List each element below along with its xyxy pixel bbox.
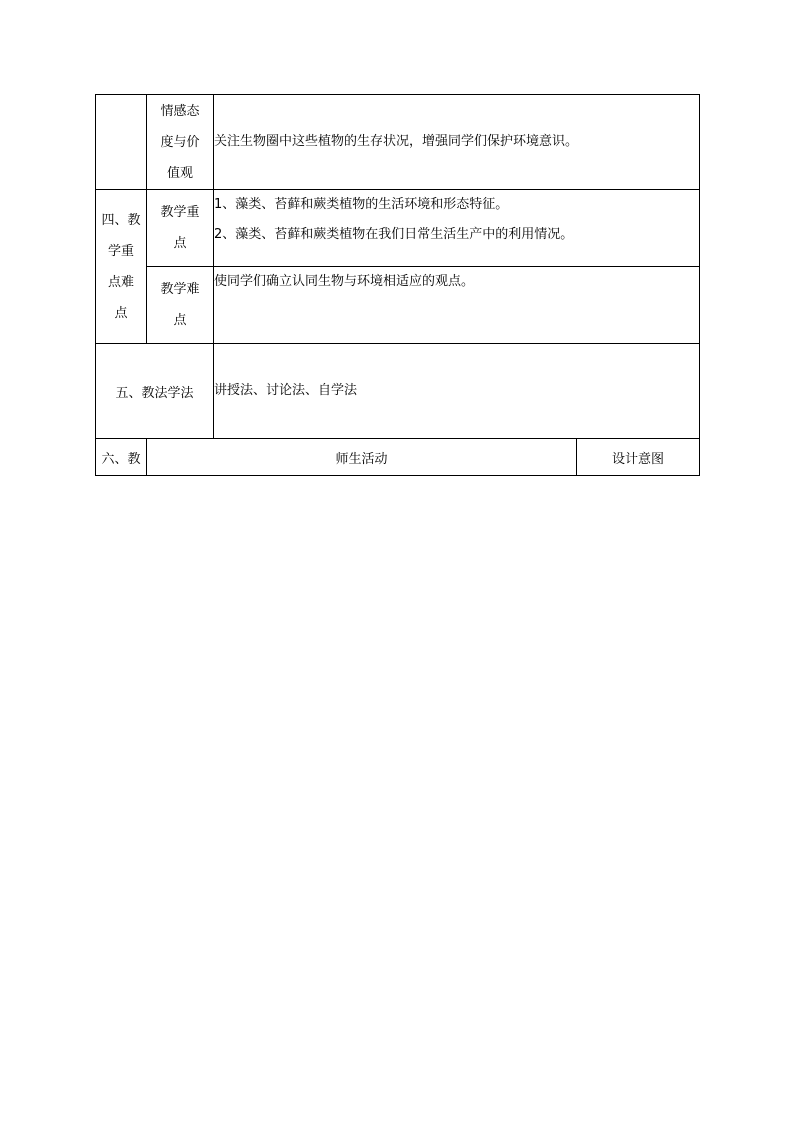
difficult-points-label-line-2: 点 bbox=[173, 313, 187, 328]
section4-label-line-2: 学重 bbox=[107, 243, 134, 259]
attitude-label-line-3: 值观 bbox=[166, 165, 193, 181]
methods-content: 讲授法、讨论法、自学法 bbox=[214, 383, 358, 398]
key-points-label-cell bbox=[147, 190, 214, 267]
attitude-content-cell bbox=[214, 95, 700, 190]
key-points-label-line-2: 点 bbox=[173, 236, 187, 251]
methods-content-cell bbox=[214, 344, 700, 439]
attitude-label-cell bbox=[147, 95, 214, 190]
section-cell-empty bbox=[96, 95, 147, 190]
section4-label-line-4: 点 bbox=[114, 305, 128, 321]
lesson-plan-table bbox=[95, 94, 700, 476]
intent-header-cell bbox=[577, 439, 700, 476]
table-row-methods bbox=[96, 344, 700, 439]
intent-header: 设计意图 bbox=[612, 451, 665, 467]
attitude-label-line-1: 情感态 bbox=[160, 103, 200, 119]
table-row-difficult-points bbox=[96, 267, 700, 344]
activity-header-cell bbox=[147, 439, 577, 476]
key-points-label-line-1: 教学重 bbox=[160, 205, 200, 220]
section4-label-line-1: 四、教 bbox=[101, 212, 141, 228]
attitude-content: 关注生物圈中这些植物的生存状况，增强同学们保护环境意识。 bbox=[214, 134, 579, 149]
key-point-item-1: 1、藻类、苔藓和蕨类植物的生活环境和形态特征。 bbox=[214, 197, 509, 212]
key-points-content-cell bbox=[214, 190, 700, 267]
section6-label: 六、教 bbox=[101, 451, 141, 467]
methods-label: 五、教法学法 bbox=[115, 385, 194, 401]
attitude-label-line-2: 度与价 bbox=[160, 134, 200, 150]
difficult-points-label-line-1: 教学难 bbox=[160, 282, 200, 297]
difficult-points-content: 使同学们确立认同生物与环境相适应的观点。 bbox=[214, 274, 475, 289]
table-row-attitude bbox=[96, 95, 700, 190]
table-row-process-header bbox=[96, 439, 700, 476]
difficult-points-content-cell bbox=[214, 267, 700, 344]
difficult-points-label-cell bbox=[147, 267, 214, 344]
section4-label-cell bbox=[96, 190, 147, 344]
section6-label-cell bbox=[96, 439, 147, 476]
methods-label-cell bbox=[96, 344, 214, 439]
table-row-key-points bbox=[96, 190, 700, 267]
key-point-item-2: 2、藻类、苔藓和蕨类植物在我们日常生活生产中的利用情况。 bbox=[214, 227, 574, 242]
section4-label-line-3: 点难 bbox=[107, 274, 134, 290]
activity-header: 师生活动 bbox=[335, 451, 388, 467]
